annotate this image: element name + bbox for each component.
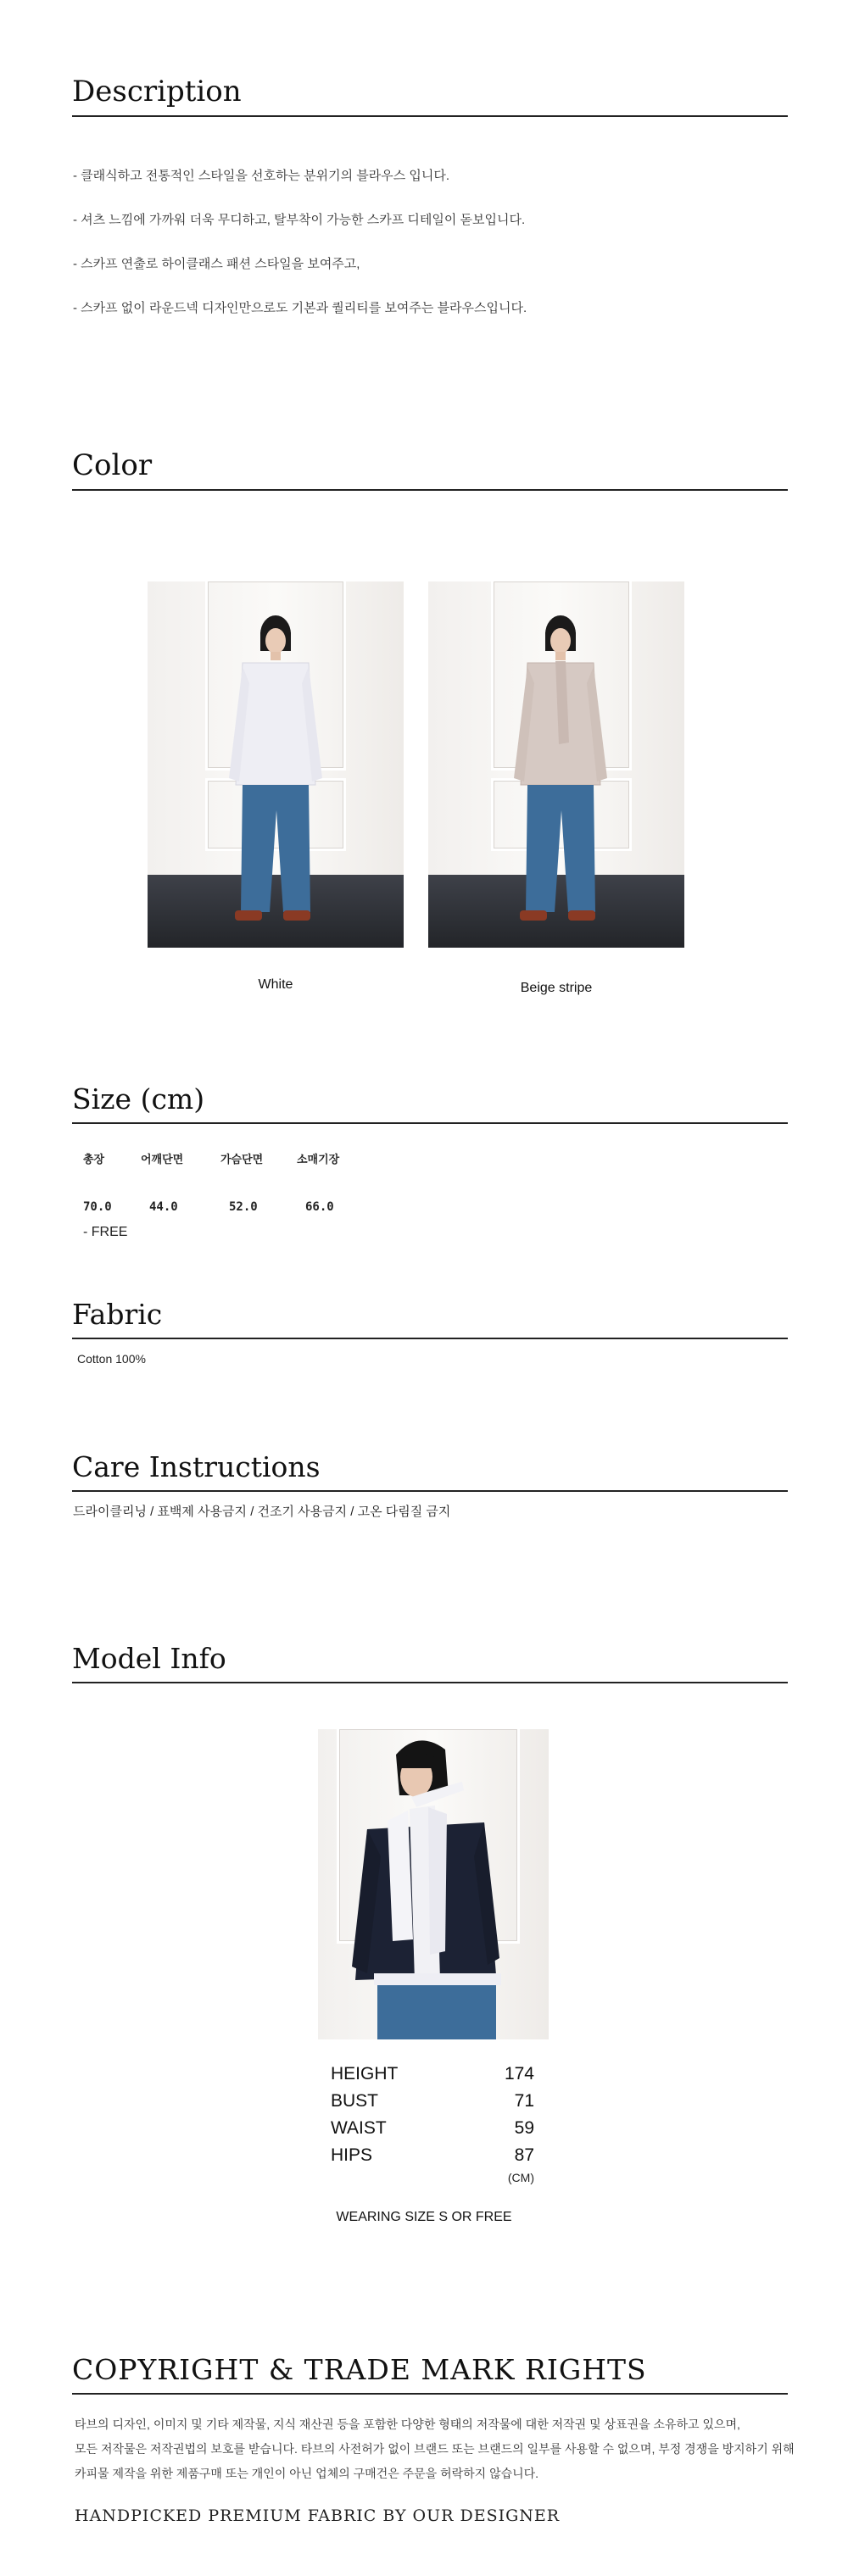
- size-value-cell: 70.0: [83, 1200, 112, 1214]
- description-line: - 스카프 없이 라운드넥 디자인만으로도 기본과 퀄리티를 보여주는 블라우스입니다.: [73, 301, 527, 315]
- size-header-cell: 총장: [83, 1153, 105, 1166]
- description-title: Description: [72, 75, 788, 117]
- care-text: 드라이클리닝 / 표백제 사용금지 / 건조기 사용금지 / 고온 다림질 금지: [73, 1505, 451, 1519]
- copyright-line: 모든 저작물은 저작권법의 보호를 받습니다. 타브의 사전허가 없이 브랜드 또는 브랜드의 일부를 사용할 수 없으며, 부정 경쟁을 방지하기 위해: [75, 2442, 795, 2456]
- model-stat-row: [331, 2145, 534, 2173]
- fabric-text: Cotton 100%: [77, 1352, 146, 1366]
- size-value-cell: 66.0: [305, 1200, 334, 1214]
- size-title: Size (cm): [72, 1082, 788, 1124]
- model-figure-beige-stripe: [428, 581, 684, 948]
- copyright-line: 카피물 제작을 위한 제품구매 또는 개인이 아닌 업체의 구매건은 주문을 허락하지 않습니다.: [75, 2467, 539, 2480]
- size-note: - FREE: [83, 1225, 128, 1239]
- model-stats: [331, 2064, 534, 2184]
- description-line: - 셔츠 느낌에 가까워 더욱 무디하고, 탈부착이 가능한 스카프 디테일이 돋보입니다.: [73, 213, 526, 227]
- color-option-caption: White: [258, 977, 293, 992]
- model-stat-row: [331, 2064, 534, 2091]
- size-table: [78, 1146, 368, 1219]
- copyright-line: 타브의 디자인, 이미지 및 기타 제작물, 지식 재산권 등을 포함한 다양한 형태의 저작물에 대한 저작권 및 상표권을 소유하고 있으며,: [75, 2417, 740, 2431]
- model-photo: [318, 1729, 549, 2039]
- model-figure: [318, 1729, 549, 2039]
- color-title: Color: [72, 448, 788, 491]
- description-line: - 스카프 연출로 하이클래스 패션 스타일을 보여주고,: [73, 257, 360, 271]
- size-table-row: [78, 1170, 368, 1219]
- model-stat-row: [331, 2118, 534, 2145]
- model-stat-label: BUST: [331, 2091, 379, 2111]
- wearing-size-note: WEARING SIZE S OR FREE: [336, 2210, 512, 2224]
- product-photo-white: [148, 581, 404, 948]
- model-stat-value: 87: [514, 2145, 534, 2165]
- size-header-cell: 가슴단면: [220, 1153, 264, 1166]
- model-figure-white: [148, 581, 404, 948]
- model-stat-label: WAIST: [331, 2118, 387, 2138]
- brand-tagline: HANDPICKED PREMIUM FABRIC BY OUR DESIGNER: [75, 2506, 561, 2525]
- model-stat-row: [331, 2091, 534, 2118]
- size-table-header: [78, 1146, 368, 1170]
- model-info-title: Model Info: [72, 1642, 788, 1683]
- model-stat-value: 174: [504, 2064, 534, 2084]
- model-stat-value: 59: [514, 2118, 534, 2138]
- size-value-cell: 44.0: [149, 1200, 178, 1214]
- care-title: Care Instructions: [72, 1450, 788, 1492]
- description-line: - 클래식하고 전통적인 스타일을 선호하는 분위기의 블라우스 입니다.: [73, 169, 450, 183]
- size-header-cell: 어깨단면: [141, 1153, 184, 1166]
- color-option-caption: Beige stripe: [520, 981, 593, 995]
- size-value-cell: 52.0: [229, 1200, 258, 1214]
- fabric-title: Fabric: [72, 1298, 788, 1339]
- size-header-cell: 소매기장: [297, 1153, 340, 1166]
- model-stat-label: HEIGHT: [331, 2064, 399, 2084]
- product-photo-beige-stripe: [428, 581, 684, 948]
- model-stat-label: HIPS: [331, 2145, 373, 2165]
- model-stat-unit: (CM): [507, 2171, 534, 2184]
- copyright-title: COPYRIGHT & TRADE MARK RIGHTS: [72, 2353, 788, 2395]
- model-stat-value: 71: [514, 2091, 534, 2111]
